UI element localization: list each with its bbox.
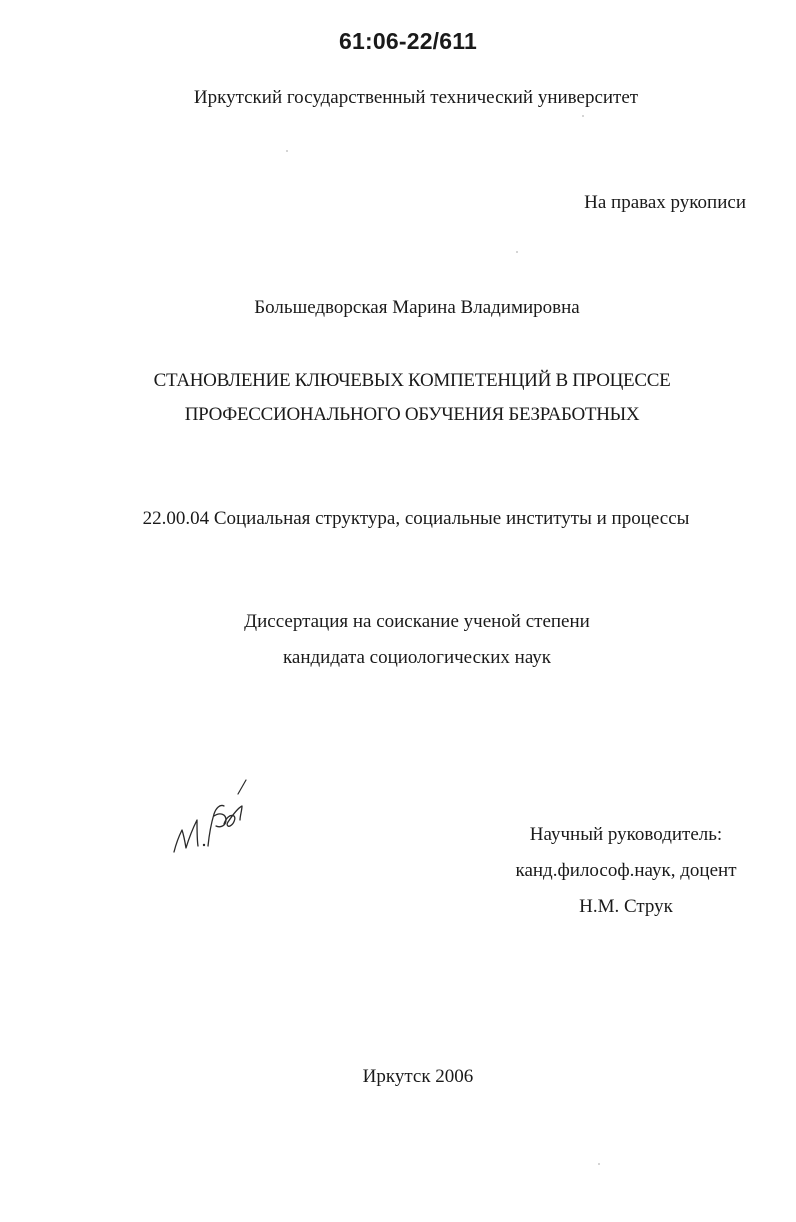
manuscript-rights-note: На правах рукописи	[584, 192, 746, 213]
advisor-label: Научный руководитель:	[529, 824, 723, 845]
dissertation-title	[0, 364, 796, 432]
scientific-advisor-block	[486, 817, 766, 925]
city-year: Иркутск 2006	[362, 1066, 474, 1087]
title-line-2: ПРОФЕССИОНАЛЬНОГО ОБУЧЕНИЯ БЕЗРАБОТНЫХ	[184, 404, 640, 425]
scan-speck	[516, 251, 518, 253]
specialty-code: 22.00.04 Социальная структура, социальные институты и процессы	[142, 508, 690, 529]
degree-statement	[0, 604, 796, 676]
advisor-rank: канд.философ.наук, доцент	[515, 860, 737, 881]
scan-speck	[598, 1163, 600, 1165]
degree-line-1: Диссертация на соискание ученой степени	[244, 611, 590, 632]
university-name: Иркутский государственный технический университет	[193, 87, 639, 108]
scan-speck	[582, 115, 584, 117]
degree-line-2: кандидата социологических наук	[282, 647, 552, 668]
handwritten-signature	[168, 772, 258, 862]
title-line-1: СТАНОВЛЕНИЕ КЛЮЧЕВЫХ КОМПЕТЕНЦИЙ В ПРОЦЕССЕ	[153, 370, 671, 391]
scan-speck	[286, 150, 288, 152]
catalog-code: 61:06-22/611	[339, 28, 477, 54]
author-name: Большедворская Марина Владимировна	[254, 297, 580, 318]
advisor-name: Н.М. Струк	[579, 896, 673, 917]
